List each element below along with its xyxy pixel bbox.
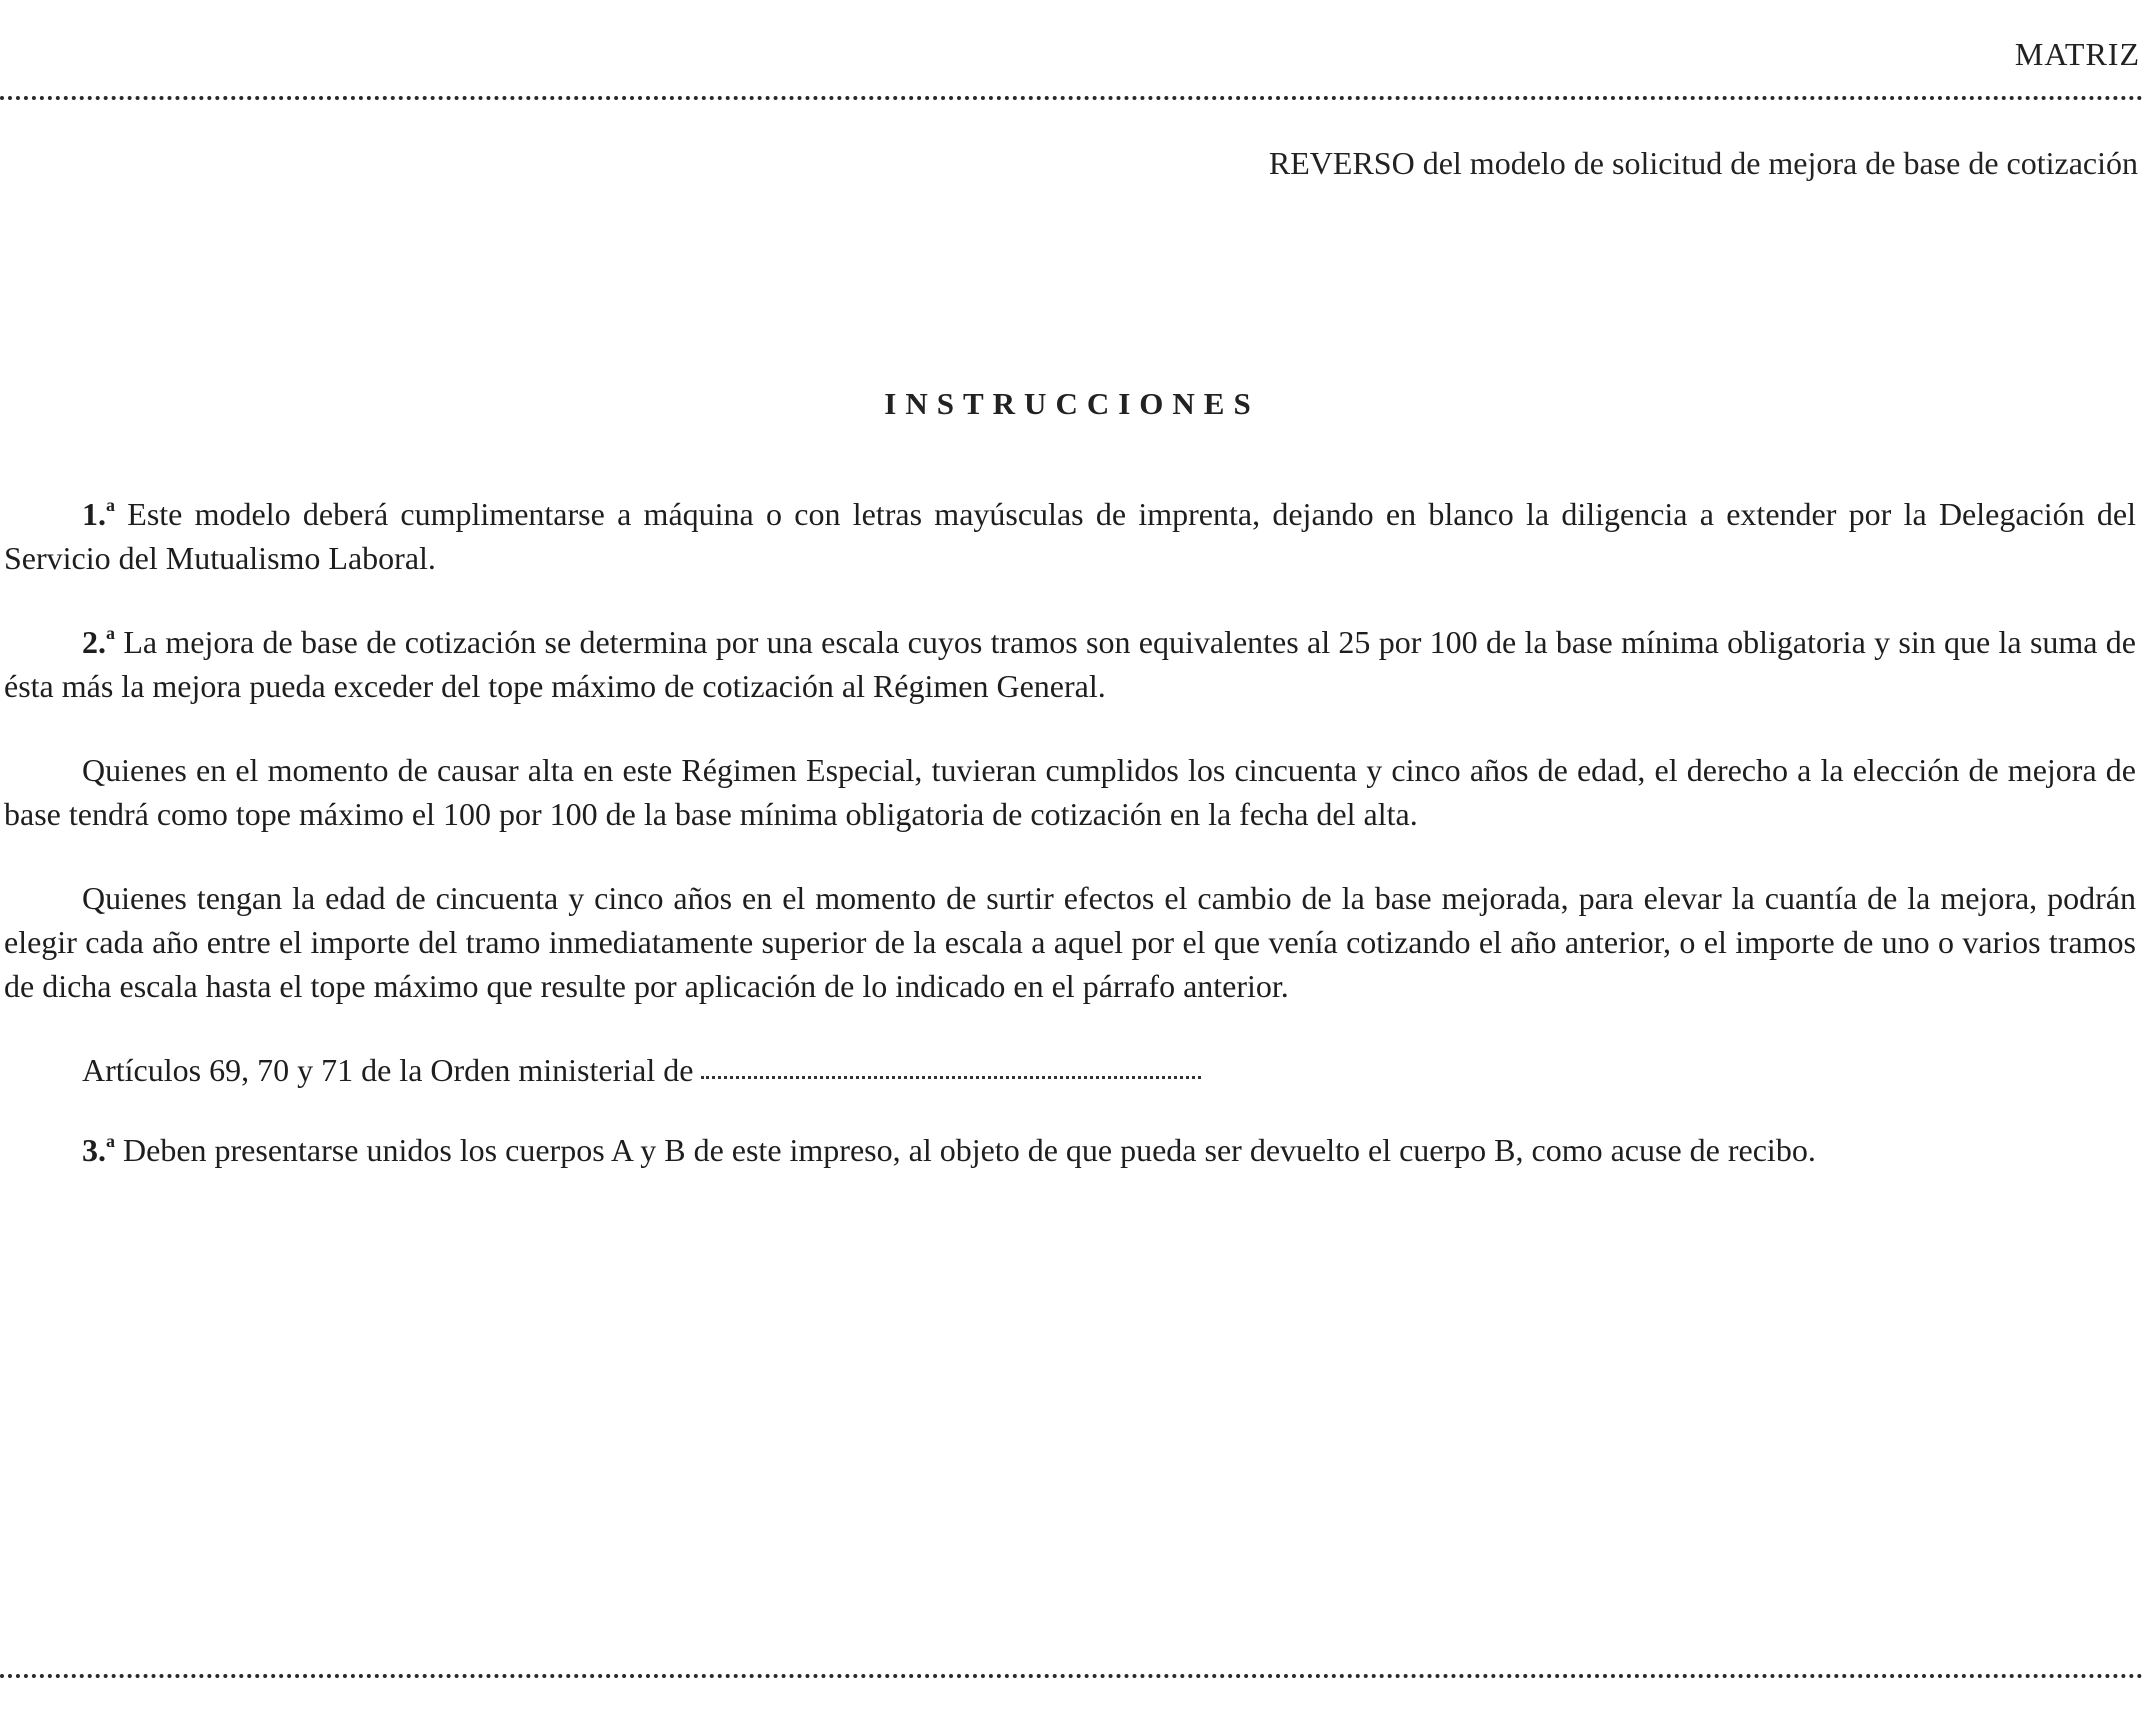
bottom-dotted-divider: [0, 1674, 2144, 1678]
instruction-1-number: 1.$^a$: [82, 495, 115, 532]
instruction-1: [4, 492, 2136, 580]
instruction-3-text: Deben presentarse unidos los cuerpos A y B de este impreso, al objeto de que pueda ser devuelto el cuerpo B, como acuse de recibo.: [123, 1132, 1816, 1168]
top-dotted-divider: [0, 96, 2144, 100]
document-subtitle: REVERSO del modelo de solicitud de mejora de base de cotización: [1268, 145, 2138, 181]
instruction-3: [4, 1128, 2136, 1172]
instruction-1-text: Este modelo deberá cumplimentarse a máquina o con letras mayúsculas de imprenta, dejando en blanco la diligencia a extender por la Delegación del Servicio del Mutualismo Laboral.: [4, 496, 2137, 576]
corner-label: MATRIZ: [2014, 36, 2140, 72]
instruction-3-number: 3.$^a$: [82, 1131, 115, 1168]
instruction-2-number: 2.$^a$: [82, 623, 115, 660]
articles-reference: Artículos 69, 70 y 71 de la Orden ministerial de: [4, 1048, 2136, 1092]
instructions-body: [4, 492, 2136, 1212]
instruction-2: [4, 620, 2136, 708]
instruction-2-paragraph-age: Quienes en el momento de causar alta en este Régimen Especial, tuvieran cumplidos los cincuenta y cinco años de edad, el derecho a la elección de mejora de base tendrá como tope máximo el 100 por 100 de la base mínima obligatoria de cotización en la fecha del alta.: [4, 752, 2136, 832]
instructions-heading: INSTRUCCIONES: [884, 386, 1260, 421]
date-fill-in-dots: [701, 1076, 1201, 1079]
instruction-2-text: La mejora de base de cotización se determina por una escala cuyos tramos son equivalentes al 25 por 100 de la base mínima obligatoria y sin que la suma de ésta más la mejora pueda exceder del tope máximo de cotización al Régimen General.: [4, 624, 2137, 704]
instruction-2-paragraph-yearly: Quienes tengan la edad de cincuenta y cinco años en el momento de surtir efectos el cambio de la base mejorada, para elevar la cuantía de la mejora, podrán elegir cada año entre el importe del tramo inmediatamente superior de la escala a aquel por el que venía cotizando el año anterior, o el importe de uno o varios tramos de dicha escala hasta el tope máximo que resulte por aplicación de lo indicado en el párrafo anterior.: [4, 880, 2136, 1004]
